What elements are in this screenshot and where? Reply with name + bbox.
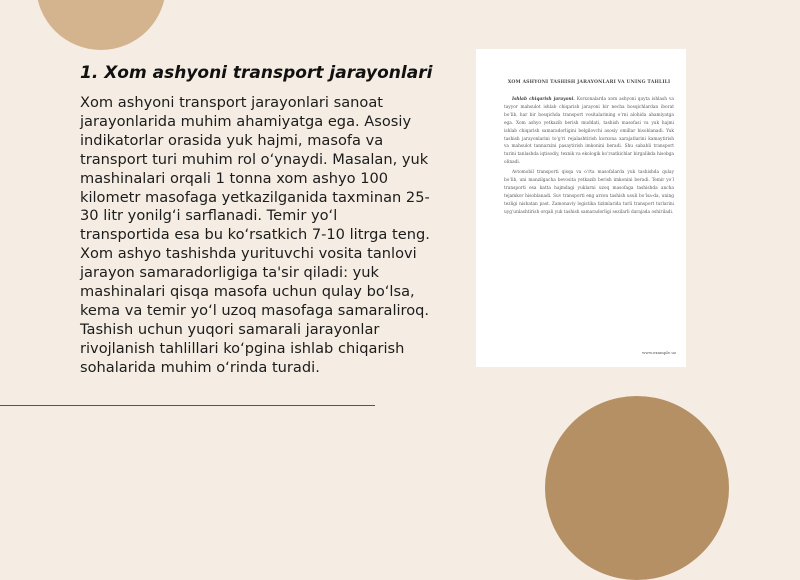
document-lead: Ishlab chiqarish jarayoni. [512, 97, 575, 102]
document-paragraph-1: Korxonalarda xom ashyoni qayta ishlash va tayyor mahsulot ishlab chiqarish jarayoni bir necha bosqichlardan iborat bo‘lib, har bir bosqichda transport vositalarining o‘rni alohida ahamiyatga ega. Xom ashyo yetkazib berish muddati, tashish masofasi va yuk hajmi ishlab chiqarish samaradorligini belgilovchi asosiy omillar hisoblanadi. Yuk tashish jarayonlarini to‘g‘ri rejalashtirish korxona xarajatlarini kamaytirish va mahsulot tannarxini pasaytirish imkonini beradi. Shu sababli transport turini tanlashda iqtisodiy, texnik va ekologik ko‘rsatkichlar birgalikda hisobga olinadi. [504, 97, 674, 166]
slide-body-text: Xom ashyoni transport jarayonlari sanoat jarayonlarida muhim ahamiyatga ega. Asosiy indikatorlar orasida yuk hajmi, masofa va transport turi muhim rol o‘ynaydi. Masalan, yuk mashinalari orqali 1 tonna xom ashyo 100 kilometr masofaga yetkazilganida taxminan 25-30 litr yonilg‘i sarflanadi. Temir yo‘l transportida esa bu ko‘rsatkich 7-10 litrga teng. Xom ashyo tashishda yurituvchi vosita tanlovi jarayon samaradorligiga ta'sir qiladi: yuk mashinalari qisqa masofa uchun qulay bo‘lsa, kema va temir yo‘l uzoq masofaga samaraliroq. Tashish uchun yuqori samarali jarayonlar rivojlanish tahlillari ko‘pgina ishlab chiqarish sohalarida muhim o‘rinda turadi. [80, 94, 430, 376]
decorative-circle-top [36, 0, 166, 50]
document-paragraph [504, 96, 674, 167]
decorative-circle-bottom [545, 396, 729, 580]
document-footer: www.example.uz [641, 350, 676, 355]
slide-title: 1. Xom ashyoni transport jarayonlari [80, 63, 433, 84]
document-page-image [476, 49, 686, 367]
divider-line [0, 405, 375, 406]
document-heading: XOM ASHYONI TASHISH JARAYONLARI VA UNING TAHLILI [507, 80, 671, 85]
document-paragraph-2: Avtomobil transporti qisqa va o‘rta masofalarda yuk tashishda qulay bo‘lib, uni manzilgacha bevosita yetkazib berish imkonini beradi. Temir yo‘l transporti esa katta hajmdagi yuklarni uzoq masofaga tashishda ancha tejamkor hisoblanadi. Suv transporti eng arzon tashish usuli bo‘lsa-da, uning tezligi nisbatan past. Zamonaviy logistika tizimlarida turli transport turlarini uyg‘unlashtirish orqali yuk tashish samaradorligi sezilarli darajada oshiriladi. [504, 170, 674, 215]
